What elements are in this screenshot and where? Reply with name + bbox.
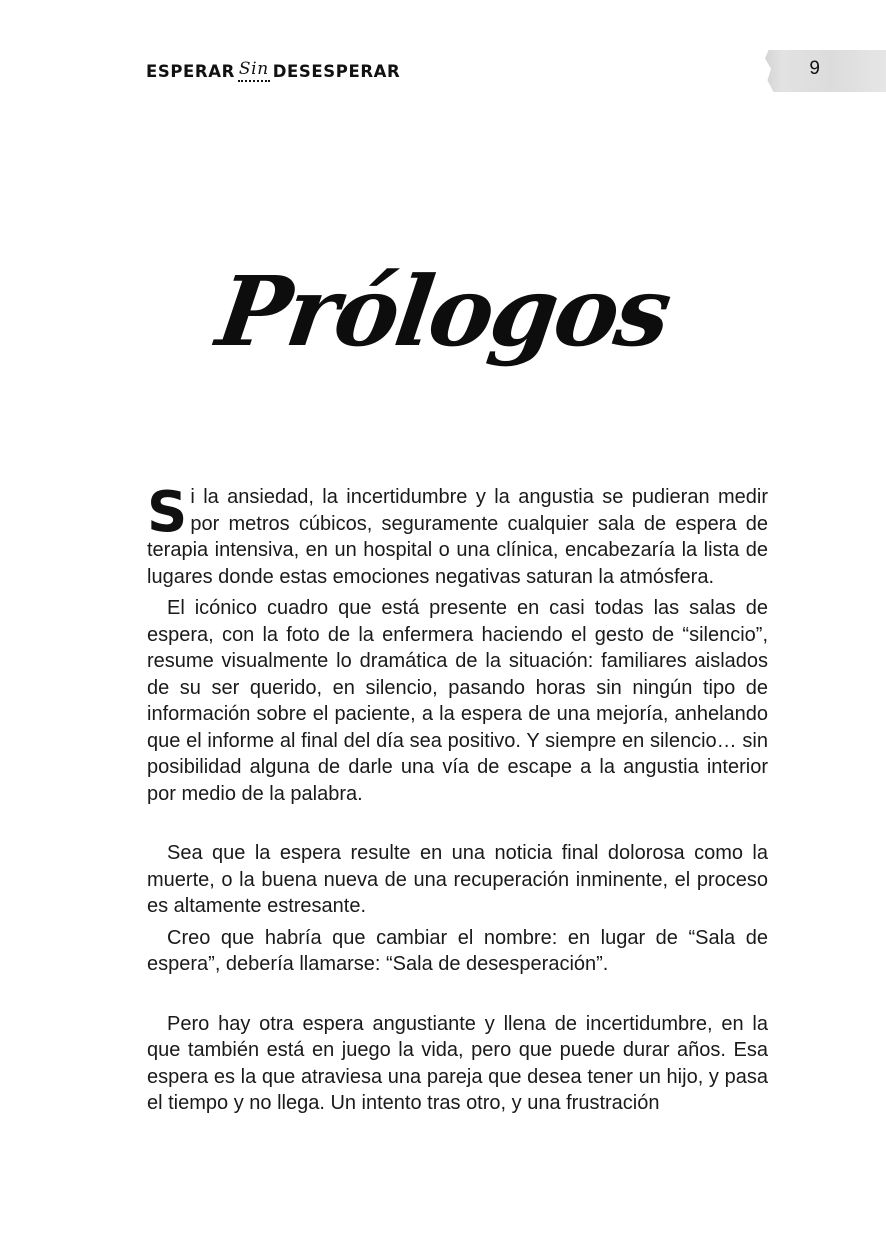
paragraph-2: El icónico cuadro que está presente en casi todas las salas de espera, con la foto de la enfermera haciendo el gesto de “silencio”, resume visualmente lo dramática de la situación: familiares aislados de su ser querido, en silencio, pasando horas sin ningún tipo de información sobre el paciente, a la espera de una mejoría, anhelando que el informe al final del día sea positivo. Y siempre en silencio… sin posibilidad alguna de darle una vía de escape a la angustia interior por medio de la palabra.	[147, 597, 768, 805]
drop-cap: S	[147, 480, 188, 545]
page-number: 9	[809, 58, 820, 79]
running-header	[146, 59, 401, 85]
running-title-part2: DESESPERAR	[272, 62, 401, 81]
running-title-part1: ESPERAR	[146, 62, 235, 81]
body-text	[147, 480, 768, 1122]
paragraph-4: Creo que habría que cambiar el nombre: en lugar de “Sala de espera”, debería llamarse: “Sala de desesperación”.	[147, 926, 768, 975]
page-number-tab	[765, 50, 886, 92]
running-title-script: Sin	[238, 59, 270, 82]
paragraph-3: Sea que la espera resulte en una noticia final dolorosa como la muerte, o la buena nueva de una recuperación inminente, el proceso es altamente estresante.	[147, 842, 768, 917]
paragraph-1-text: i la ansiedad, la incertidumbre y la angustia se pudieran medir por metros cúbicos, seguramente cualquier sala de espera de terapia intensiva, en un hospital o una clínica, encabezaría la lista de lugares donde estas emociones negativas saturan la atmósfera.	[147, 486, 768, 588]
paragraph-1	[147, 480, 768, 590]
paragraph-5: Pero hay otra espera angustiante y llena de incertidumbre, en la que también está en juego la vida, pero que puede durar años. Esa espera es la que atraviesa una pareja que desea tener un hijo, y pasa el tiempo y no llega. Un intento tras otro, y una frustración	[147, 1012, 768, 1114]
chapter-title: Prólogos	[210, 255, 676, 368]
